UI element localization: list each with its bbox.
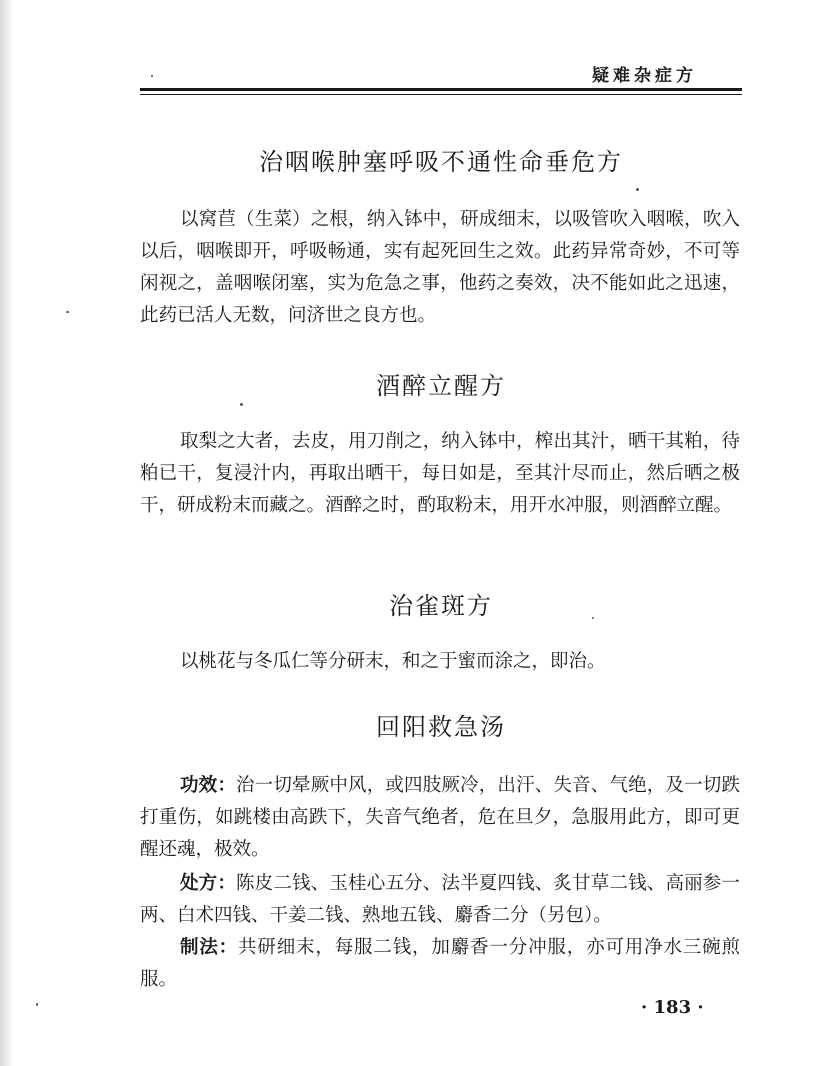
running-header: 疑难杂症方 (592, 66, 697, 86)
page-number: · 183 · (641, 997, 704, 1018)
efficacy-label: 功效： (180, 775, 237, 796)
header-rule-thin (140, 94, 742, 95)
section-title-freckles: 治雀斑方 (389, 592, 493, 620)
section-body-freckles: 以桃花与冬瓜仁等分研末，和之于蜜而涂之，即治。 (180, 651, 606, 672)
section-title-hangover: 酒醉立醒方 (376, 372, 506, 400)
page-edge-shadow (0, 0, 14, 1066)
formula-paragraph (140, 868, 740, 932)
efficacy-text: 治一切晕厥中风，或四肢厥冷，出汗、失音、气绝，及一切跌打重伤，如跳楼由高跌下，失音气绝者，危在旦夕，急服用此方，即可更醒还魂，极效。 (140, 775, 740, 860)
efficacy-paragraph (140, 770, 740, 866)
scan-speck (636, 188, 639, 191)
method-paragraph (140, 932, 740, 996)
formula-text: 陈皮二钱、玉桂心五分、法半夏四钱、炙甘草二钱、高丽参一两、白术四钱、干姜二钱、熟地五钱、麝香二分（另包）。 (140, 873, 740, 926)
header-rule-thick (140, 88, 742, 91)
scan-speck (592, 617, 594, 619)
method-label: 制法： (180, 937, 239, 958)
scan-speck (151, 75, 153, 77)
section-body-throat: 以窝苣（生菜）之根，纳入钵中，研成细末，以吸管吹入咽喉，吹入以后，咽喉即开，呼吸畅通，实有起死回生之效。此药异常奇妙，不可等闲视之，盖咽喉闭塞，实为危急之事，他药之奏效，决不能如此之迅速，此药已活人无数，问济世之良方也。 (140, 209, 740, 326)
scan-speck (66, 311, 69, 313)
scan-speck (240, 403, 243, 406)
section-body-hangover: 取梨之大者，去皮，用刀削之，纳入钵中，榨出其汁，晒干其粕，待粕已干，复浸汁内，再取出晒干，每日如是，至其汁尽而止，然后晒之极干，研成粉末而藏之。酒醉之时，酌取粉末，用开水冲服，则酒醉立醒。 (140, 431, 740, 516)
formula-label: 处方： (180, 873, 237, 894)
section-title-revival: 回阳救急汤 (376, 713, 506, 741)
scan-speck (36, 1003, 38, 1006)
method-text: 共研细末，每服二钱，加麝香一分冲服，亦可用净水三碗煎服。 (140, 937, 740, 990)
section-title-throat: 治咽喉肿塞呼吸不通性命垂危方 (259, 148, 623, 176)
